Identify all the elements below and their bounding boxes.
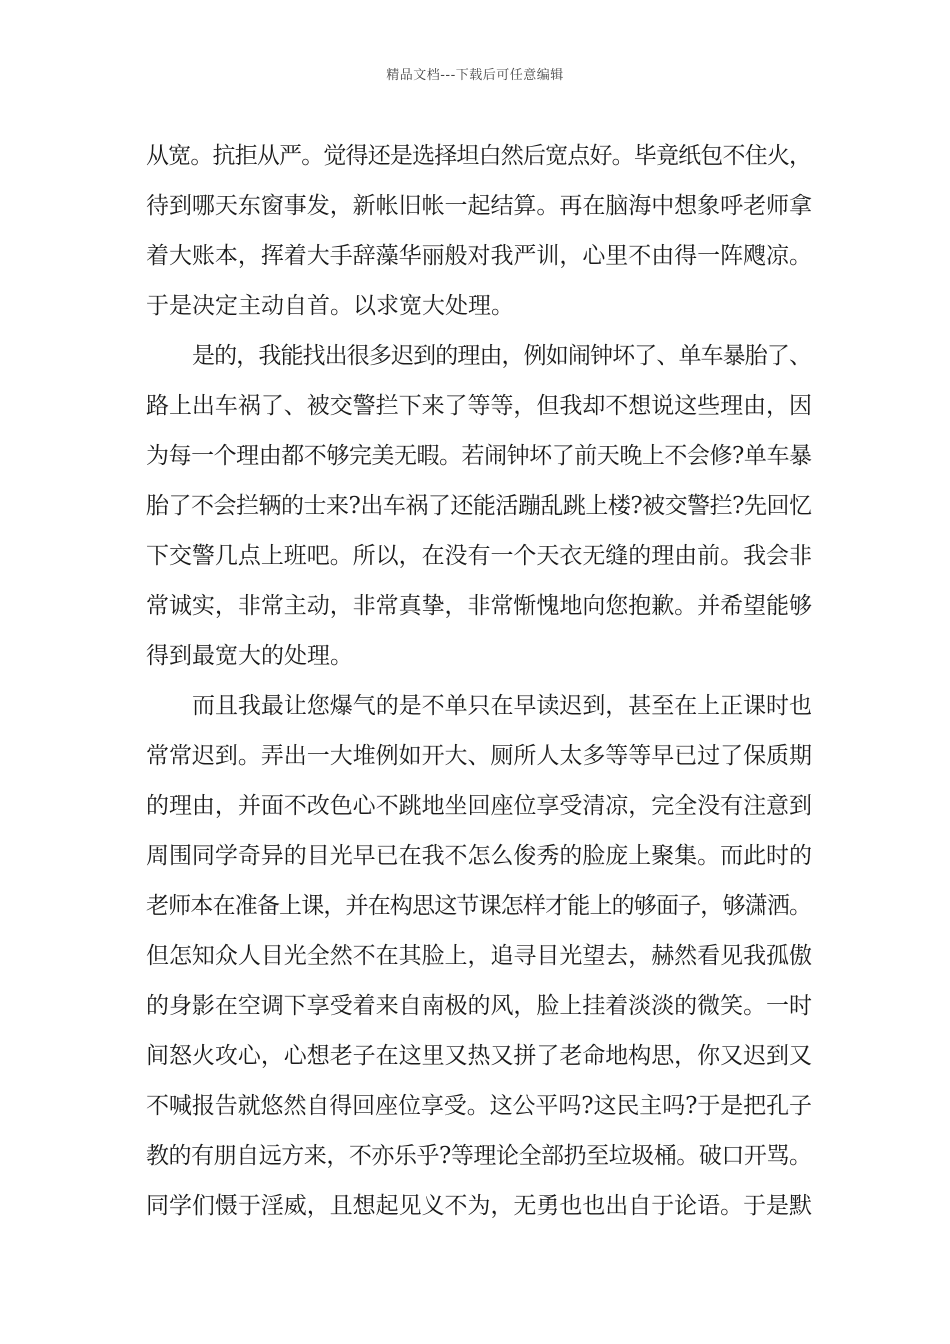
text-line: 老师本在准备上课，并在构思这节课怎样才能上的够面子，够潇洒。 <box>146 893 812 919</box>
text-line: 是的，我能找出很多迟到的理由，例如闹钟坏了、单车暴胎了、 <box>192 343 812 369</box>
text-line: 但怎知众人目光全然不在其脸上，追寻目光望去，赫然看见我孤傲 <box>146 943 812 969</box>
text-line: 着大账本，挥着大手辞藻华丽般对我严训，心里不由得一阵飕凉。 <box>146 243 812 269</box>
text-line: 为每一个理由都不够完美无暇。若闹钟坏了前天晚上不会修?单车暴 <box>146 443 812 469</box>
text-line: 从宽。抗拒从严。觉得还是选择坦白然后宽点好。毕竟纸包不住火， <box>146 143 812 169</box>
text-line: 下交警几点上班吧。所以，在没有一个天衣无缝的理由前。我会非 <box>146 543 812 569</box>
text-line: 的理由，并面不改色心不跳地坐回座位享受清凉，完全没有注意到 <box>146 793 812 819</box>
text-line: 常诚实，非常主动，非常真挚，非常惭愧地向您抱歉。并希望能够 <box>146 593 812 619</box>
text-line: 常常迟到。弄出一大堆例如开大、厕所人太多等等早已过了保质期 <box>146 743 812 769</box>
document-body <box>146 131 812 1231</box>
text-line: 于是决定主动自首。以求宽大处理。 <box>146 293 514 319</box>
text-line: 待到哪天东窗事发，新帐旧帐一起结算。再在脑海中想象呼老师拿 <box>146 193 812 219</box>
text-line: 胎了不会拦辆的士来?出车祸了还能活蹦乱跳上楼?被交警拦?先回忆 <box>146 493 812 519</box>
page-header: 精品文档---下载后可任意编辑 <box>386 68 564 83</box>
text-line: 的身影在空调下享受着来自南极的风，脸上挂着淡淡的微笑。一时 <box>146 993 812 1019</box>
text-line: 路上出车祸了、被交警拦下来了等等，但我却不想说这些理由，因 <box>146 393 812 419</box>
text-line: 同学们慑于淫威，且想起见义不为，无勇也也出自于论语。于是默 <box>146 1193 812 1219</box>
text-line: 教的有朋自远方来，不亦乐乎?等理论全部扔至垃圾桶。破口开骂。 <box>146 1143 812 1169</box>
text-line: 间怒火攻心，心想老子在这里又热又拼了老命地构思，你又迟到又 <box>146 1043 812 1069</box>
text-line: 而且我最让您爆气的是不单只在早读迟到，甚至在上正课时也 <box>192 693 812 719</box>
text-line: 得到最宽大的处理。 <box>146 643 353 669</box>
text-line: 不喊报告就悠然自得回座位享受。这公平吗?这民主吗?于是把孔子 <box>146 1093 812 1119</box>
text-line: 周围同学奇异的目光早已在我不怎么俊秀的脸庞上聚集。而此时的 <box>146 843 812 869</box>
